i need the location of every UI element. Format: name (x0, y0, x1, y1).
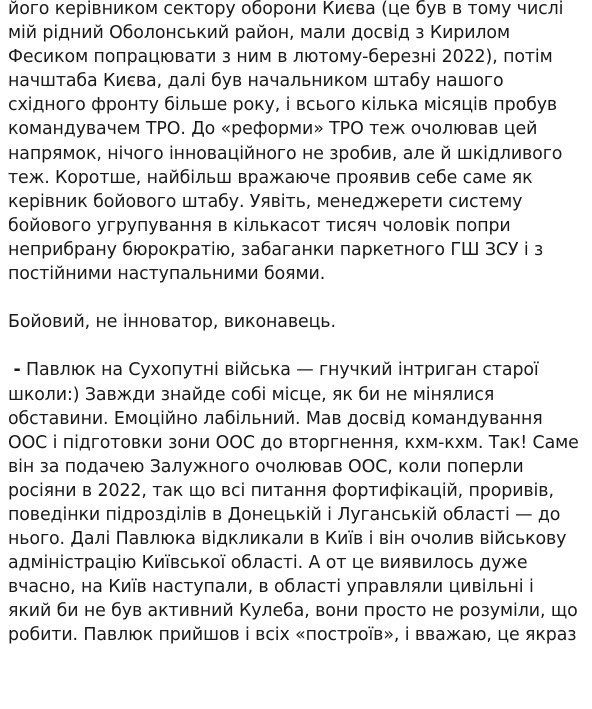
bullet-text: Павлюк на Сухопутні війська — гнучкий інтриган старої (26, 360, 539, 381)
text-line: мій рідний Оболонський район, мали досвід з Кирилом (8, 23, 510, 44)
text-line: начштаба Києва, далі був начальником штабу нашого (8, 71, 504, 92)
text-line: теж. Коротше, найбільш вражаюче проявив себе саме як (8, 167, 533, 188)
text-line: керівник бойового штабу. Уявіть, менеджерети систему (8, 191, 523, 212)
text-line: росіяни в 2022, так що всі питання фортифікацій, проривів, (8, 480, 554, 501)
text-line: Бойовий, не інноватор, виконавець. (8, 312, 336, 333)
text-line: його керівником сектору оборони Києва (це був в тому числі (8, 0, 564, 19)
paragraph-2 (8, 310, 588, 334)
text-line: напрямок, нічого інноваційного не зробив, але й шкідливого (8, 143, 563, 164)
paragraph-1 (8, 0, 588, 286)
text-line: нього. Далі Павлюка відкликали в Київ і він очолив військову (8, 529, 567, 550)
text-line: обставини. Емоційно лабільний. Мав досвід командування (8, 408, 543, 429)
text-line: вчасно, на Київ наступали, в області управляли цивільні і (8, 577, 534, 598)
text-line: командувачем ТРО. До «реформи» ТРО теж очолював цей (8, 119, 538, 140)
text-line: робити. Павлюк прийшов і всіх «построїв», і вважаю, це якраз (8, 625, 577, 646)
paragraph-3 (8, 358, 588, 647)
text-line: він за подачею Залужного очолював ООС, коли поперли (8, 456, 524, 477)
text-line: поведінки підрозділів в Донецькій і Луганській області — до (8, 504, 561, 525)
text-line: який би не був активний Кулеба, вони просто не розуміли, що (8, 601, 578, 622)
paragraph-spacer (8, 334, 588, 358)
text-line: Фесиком попрацювати з ним в лютому-березні 2022), потім (8, 47, 553, 68)
bullet-marker: - (13, 360, 21, 381)
text-line: неприбрану бюрократію, забаганки паркетного ГШ ЗСУ і з (8, 239, 544, 260)
text-line: постійними наступальними боями. (8, 264, 326, 285)
text-line: ООС і підготовки зони ООС до вторгнення, кхм-кхм. Так! Саме (8, 432, 579, 453)
text-line: східного фронту більше року, і всього кілька місяців пробув (8, 95, 558, 116)
paragraph-spacer (8, 286, 588, 310)
text-line: адміністрацію Київської області. А от це виявилось дуже (8, 553, 528, 574)
text-line: бойового угрупування в кількасот тисяч чоловік попри (8, 215, 511, 236)
post-text (8, 0, 588, 648)
text-line-first (8, 358, 588, 382)
text-line: школи:) Завжди знайде собі місце, як би не мінялися (8, 384, 495, 405)
